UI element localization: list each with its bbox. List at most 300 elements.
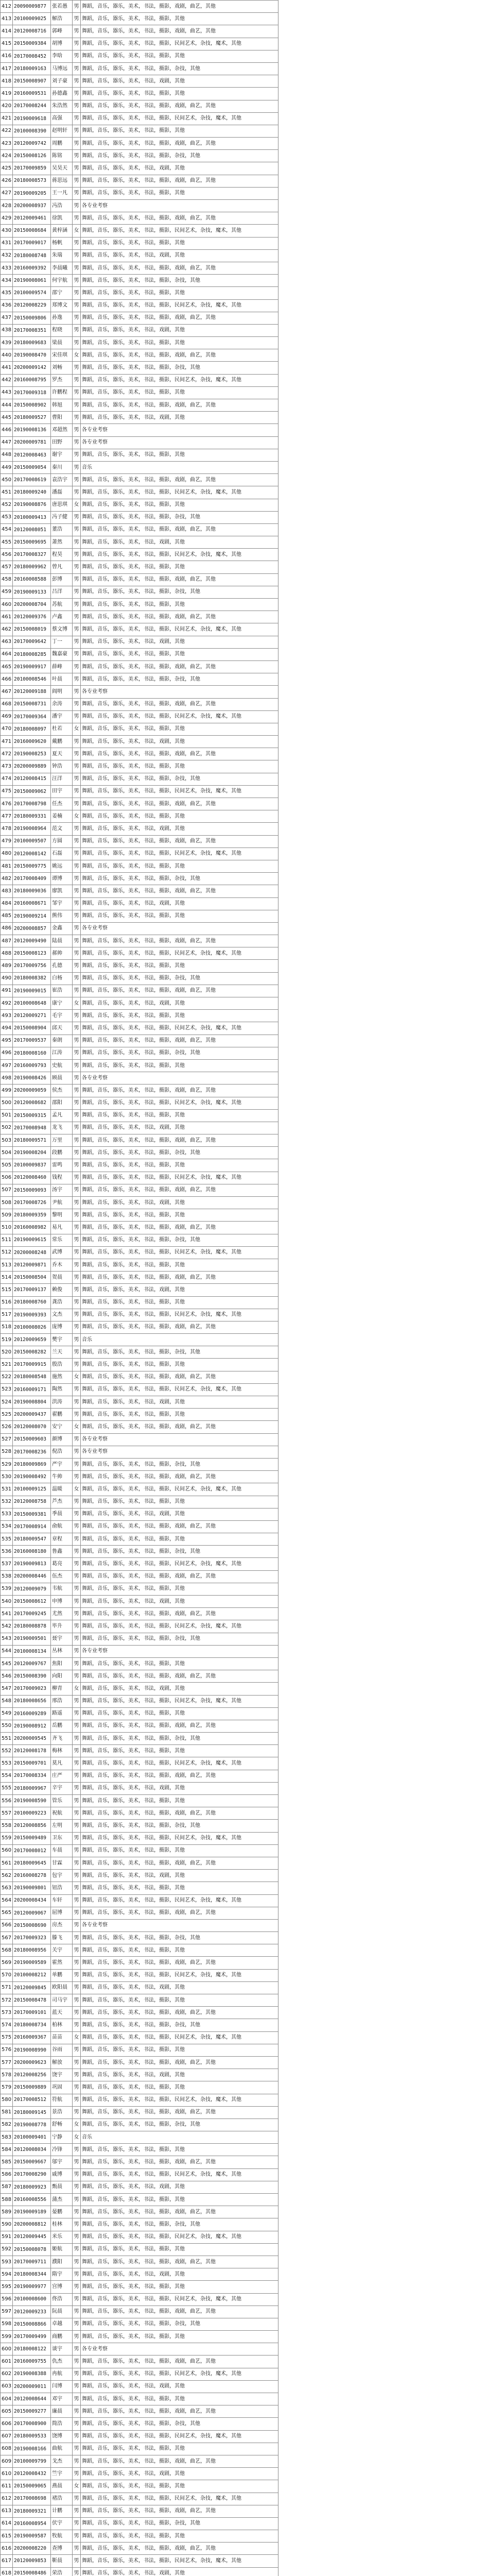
row-number: 472 [1,748,13,760]
table-row [1,810,278,823]
table-row [1,2331,278,2343]
gender: 男 [73,1770,81,1782]
student-id: 20170008726 [13,1197,51,1209]
table-row [1,935,278,947]
row-number: 560 [1,1844,13,1857]
student-name: 田宇 [51,785,73,798]
student-id: 20170008012 [13,1844,51,1857]
table-row [1,1894,278,1907]
talent-items: 舞蹈，音乐，器乐，美术，书法，摄影，民间艺术，杂技，魔术，其他 [81,1022,278,1035]
table-row [1,112,278,125]
student-name: 黎明 [51,1209,73,1222]
student-name: 燕晨 [51,2480,73,2493]
table-row [1,2493,278,2505]
student-name: 莫凡 [51,1757,73,1770]
student-id: 20190008470 [13,349,51,362]
student-id: 20180009240 [13,486,51,499]
student-id: 20180009527 [13,412,51,424]
row-number: 575 [1,2031,13,2044]
row-number: 455 [1,536,13,549]
student-name: 颜博 [51,1433,73,1446]
student-name: 史航 [51,1059,73,1072]
student-id: 20120009490 [13,935,51,947]
talent-items: 舞蹈，音乐，器乐，美术，书法，摄影，其他 [81,1409,278,1421]
talent-items: 舞蹈，音乐，器乐，美术，书法，摄影，戏剧，曲艺，其他 [81,1471,278,1483]
student-name: 魏嘉豪 [51,648,73,660]
gender: 男 [73,1994,81,2007]
row-number: 600 [1,2343,13,2355]
student-name: 刘子豪 [51,75,73,88]
student-id: 20180009036 [13,885,51,897]
student-id: 20200008937 [13,200,51,212]
student-id: 20100009223 [13,1807,51,1820]
table-row [1,1994,278,2007]
table-row [1,1620,278,1633]
row-number: 414 [1,25,13,38]
student-id: 20170009364 [13,710,51,723]
talent-items: 舞蹈，音乐，器乐，美术，书法，摄影，民间艺术，杂技，魔术，其他 [81,2231,278,2243]
table-row [1,2517,278,2530]
talent-items: 舞蹈，音乐，器乐，美术，书法，摄影，戏剧，曲艺，其他 [81,1570,278,1583]
talent-items: 舞蹈，音乐，器乐，美术，书法，摄影，民间艺术，杂技，魔术，其他 [81,623,278,636]
gender: 男 [73,573,81,586]
gender: 男 [73,922,81,935]
student-name: 廉晨 [51,2405,73,2418]
student-name: 阮晨 [51,2306,73,2318]
student-name: 任杰 [51,798,73,810]
student-name: 方圆 [51,835,73,848]
gender: 男 [73,1109,81,1122]
table-row [1,1633,278,1645]
table-row [1,1159,278,1172]
table-row [1,1583,278,1595]
gender: 男 [73,2380,81,2393]
talent-items: 舞蹈，音乐，器乐，美术，书法，摄影，戏剧，曲艺，其他 [81,1421,278,1433]
talent-items: 各专业考察 [81,1919,278,1931]
student-id: 20190008492 [13,1471,51,1483]
student-id: 20150009695 [13,536,51,549]
talent-items: 舞蹈，音乐，器乐，美术，书法，摄影，杂技，其他 [81,1932,278,1944]
row-number: 590 [1,2218,13,2231]
gender: 男 [73,1458,81,1470]
student-name: 竺宇 [51,2468,73,2480]
student-name: 许鹏程 [51,386,73,399]
gender: 男 [73,2493,81,2505]
talent-items: 舞蹈，音乐，器乐，美术，书法，摄影，其他 [81,2393,278,2405]
row-number: 517 [1,1309,13,1321]
gender: 男 [73,2368,81,2380]
student-name: 饶博 [51,2430,73,2443]
student-name: 程昊 [51,549,73,561]
table-row [1,997,278,1010]
table-row [1,2156,278,2168]
row-number: 526 [1,1421,13,1433]
talent-items: 舞蹈，音乐，器乐，美术，书法，摄影，民间艺术，杂技，魔术，其他 [81,1620,278,1633]
gender: 男 [73,1533,81,1546]
gender: 男 [73,1932,81,1944]
talent-items: 舞蹈，音乐，器乐，美术，书法，摄影，民间艺术，杂技，魔术，其他 [81,1309,278,1321]
student-id: 20180008878 [13,1620,51,1633]
gender: 男 [73,1359,81,1371]
table-row [1,1558,278,1570]
gender: 男 [73,1209,81,1222]
talent-items: 舞蹈，音乐，器乐，美术，书法，摄影，戏剧，曲艺，其他 [81,1134,278,1147]
student-name: 孟凡 [51,1109,73,1122]
talent-items: 舞蹈，音乐，器乐，美术，书法，摄影，戏剧，曲艺，其他 [81,798,278,810]
gender: 男 [73,947,81,960]
gender: 男 [73,2331,81,2343]
row-number: 602 [1,2368,13,2380]
student-id: 20160008180 [13,1546,51,1558]
row-number: 488 [1,947,13,960]
student-id: 20200009142 [13,362,51,374]
gender: 男 [73,1197,81,1209]
talent-items: 舞蹈，音乐，器乐，美术，书法，戏剧，其他 [81,1197,278,1209]
row-number: 611 [1,2480,13,2493]
row-number: 586 [1,2168,13,2181]
gender: 男 [73,710,81,723]
row-number: 461 [1,611,13,623]
student-name: 董浩 [51,523,73,536]
table-row [1,138,278,150]
student-name: 伍杰 [51,1570,73,1583]
table-row [1,1097,278,1109]
student-id: 20200009781 [13,436,51,449]
row-number: 416 [1,50,13,62]
student-id: 20190008426 [13,1072,51,1084]
gender: 男 [73,2468,81,2480]
talent-items: 音乐 [81,461,278,473]
row-number: 541 [1,1608,13,1620]
row-number: 462 [1,623,13,636]
student-id: 20160009289 [13,1707,51,1720]
student-id: 20170009017 [13,237,51,249]
talent-items: 舞蹈，音乐，器乐，美术，书法，摄影，戏剧，曲艺，其他 [81,312,278,324]
gender: 女 [73,1421,81,1433]
student-name: 岳鹏 [51,1720,73,1732]
row-number: 425 [1,162,13,175]
student-name: 柏林 [51,2019,73,2031]
talent-items: 舞蹈，音乐，器乐，美术，书法，摄影，戏剧，曲艺，其他 [81,2156,278,2168]
student-id: 20150009775 [13,860,51,872]
talent-items: 舞蹈，音乐，器乐，美术，书法，摄影，戏剧，曲艺，其他 [81,885,278,897]
row-number: 528 [1,1446,13,1458]
student-id: 20180009359 [13,1209,51,1222]
gender: 男 [73,2281,81,2293]
table-row [1,2393,278,2405]
student-name: 邓超然 [51,424,73,436]
student-id: 20190009015 [13,985,51,997]
student-id: 20150009667 [13,2156,51,2168]
student-name: 朱瑞 [51,249,73,262]
student-id: 20190009393 [13,1309,51,1321]
talent-items: 舞蹈，音乐，器乐，美术，书法，摄影，杂技，其他 [81,1458,278,1470]
student-id: 20150009093 [13,1184,51,1196]
gender: 男 [73,848,81,860]
table-row [1,2019,278,2031]
table-row [1,1072,278,1084]
gender: 男 [73,686,81,698]
table-row [1,1359,278,1371]
row-number: 583 [1,2131,13,2144]
student-id: 20180008760 [13,1296,51,1309]
student-name: 张若愚 [51,1,73,13]
student-id: 20190008166 [13,2443,51,2455]
row-number: 537 [1,1558,13,1570]
row-number: 459 [1,586,13,598]
student-name: 汤宇 [51,1184,73,1196]
talent-items: 舞蹈，音乐，器乐，美术，书法，摄影，戏剧，曲艺，其他 [81,1084,278,1097]
student-name: 丁一 [51,636,73,648]
student-name: 曹阳 [51,412,73,424]
row-number: 614 [1,2517,13,2530]
student-name: 白杨 [51,972,73,985]
student-name: 桂林 [51,2218,73,2231]
row-number: 605 [1,2405,13,2418]
student-name: 兰天 [51,1346,73,1359]
table-row [1,2081,278,2094]
student-name: 牛帅 [51,1471,73,1483]
gender: 男 [73,1383,81,1396]
student-id: 20120008856 [13,1820,51,1832]
talent-items: 舞蹈，音乐，器乐，美术，书法，摄影，戏剧，曲艺，其他 [81,138,278,150]
gender: 男 [73,162,81,175]
student-name: 管乐 [51,1795,73,1807]
row-number: 551 [1,1733,13,1745]
row-number: 466 [1,673,13,686]
student-id: 20190008964 [13,823,51,835]
talent-items: 舞蹈，音乐，器乐，美术，书法，摄影，其他 [81,1296,278,1309]
row-number: 549 [1,1707,13,1720]
row-number: 587 [1,2181,13,2193]
gender: 男 [73,1546,81,1558]
row-number: 418 [1,75,13,88]
row-number: 581 [1,2106,13,2119]
student-id: 20160009755 [13,2355,51,2368]
student-name: 车轩 [51,1894,73,1907]
table-row [1,1496,278,1508]
gender: 男 [73,2156,81,2168]
student-id: 20120008178 [13,1745,51,1757]
student-id: 20100008390 [13,125,51,137]
talent-items: 舞蹈，音乐，器乐，美术，书法，摄影，戏剧，曲艺，其他 [81,349,278,362]
student-id: 20170009245 [13,1608,51,1620]
row-number: 576 [1,2044,13,2056]
row-number: 444 [1,399,13,412]
table-row [1,773,278,785]
table-row [1,835,278,848]
gender: 男 [73,561,81,573]
table-row [1,262,278,274]
talent-items: 舞蹈，音乐，器乐，美术，书法，戏剧，其他 [81,997,278,1010]
gender: 男 [73,2418,81,2430]
talent-items: 舞蹈，音乐，器乐，美术，书法，摄影，其他 [81,960,278,972]
student-name: 祝航 [51,1807,73,1820]
table-row [1,1209,278,1222]
talent-items: 舞蹈，音乐，器乐，美术，书法，摄影，其他 [81,1359,278,1371]
talent-items: 舞蹈，音乐，器乐，美术，书法，摄影，杂技，其他 [81,673,278,686]
row-number: 582 [1,2119,13,2131]
row-number: 489 [1,960,13,972]
student-name: 熊伟 [51,910,73,922]
gender: 男 [73,1334,81,1346]
row-number: 437 [1,312,13,324]
table-row [1,38,278,50]
student-id: 20190009615 [13,1234,51,1246]
talent-items: 舞蹈，音乐，器乐，美术，书法，摄影，民间艺术，杂技，魔术，其他 [81,2293,278,2306]
student-name: 邱天 [51,1022,73,1035]
student-name: 侯杰 [51,1084,73,1097]
gender: 男 [73,636,81,648]
row-number: 547 [1,1683,13,1695]
student-name: 徐凯 [51,212,73,225]
table-row [1,1035,278,1047]
table-row [1,1645,278,1657]
table-row [1,1707,278,1720]
talent-items: 舞蹈，音乐，器乐，美术，书法，摄影，杂技，其他 [81,873,278,885]
talent-items: 舞蹈，音乐，器乐，美术，书法，摄影，其他 [81,2281,278,2293]
talent-items: 舞蹈，音乐，器乐，美术，书法，戏剧，其他 [81,636,278,648]
student-id: 20180009331 [13,810,51,823]
row-number: 599 [1,2331,13,2343]
gender: 男 [73,1620,81,1633]
row-number: 464 [1,648,13,660]
table-row [1,125,278,137]
talent-items: 舞蹈，音乐，器乐，美术，书法，摄影，民间艺术，杂技，魔术，其他 [81,225,278,237]
table-row [1,785,278,798]
student-id: 20180009962 [13,561,51,573]
student-id: 20100009574 [13,287,51,299]
student-id: 20120008229 [13,299,51,312]
gender: 男 [73,449,81,461]
gender: 男 [73,2218,81,2231]
talent-items: 舞蹈，音乐，器乐，美术，书法，摄影，戏剧，曲艺，其他 [81,2505,278,2517]
student-id: 20120008644 [13,2393,51,2405]
table-row [1,2194,278,2206]
gender: 女 [73,723,81,735]
talent-items: 舞蹈，音乐，器乐，美术，书法，摄影，戏剧，曲艺，其他 [81,1,278,13]
table-row [1,474,278,486]
row-number: 538 [1,1570,13,1583]
table-row [1,611,278,623]
student-id: 20100009837 [13,1159,51,1172]
student-id: 20180009163 [13,62,51,75]
table-row [1,2405,278,2418]
table-row [1,1520,278,1533]
table-row [1,1670,278,1683]
talent-items: 各专业考察 [81,1433,278,1446]
student-id: 20170008334 [13,1770,51,1782]
gender: 男 [73,798,81,810]
student-name: 宫博 [51,2281,73,2293]
talent-items: 舞蹈，音乐，器乐，美术，书法，摄影，杂技，其他 [81,1234,278,1246]
student-name: 欧阳晨 [51,1981,73,1994]
row-number: 433 [1,262,13,274]
table-row [1,561,278,573]
student-name: 蒋思远 [51,175,73,187]
table-row [1,13,278,25]
student-id: 20190008990 [13,2044,51,2056]
student-name: 查博 [51,2543,73,2555]
gender: 男 [73,1870,81,1882]
table-row [1,1969,278,1981]
student-id: 20150008612 [13,1596,51,1608]
row-number: 426 [1,175,13,187]
table-row [1,1882,278,1894]
table-row [1,736,278,748]
talent-items: 舞蹈，音乐，器乐，美术，书法，摄影，其他 [81,1159,278,1172]
row-number: 518 [1,1321,13,1333]
gender: 男 [73,287,81,299]
talent-items: 舞蹈，音乐，器乐，美术，书法，摄影，其他 [81,13,278,25]
gender: 男 [73,474,81,486]
student-id: 20150008504 [13,1272,51,1284]
gender: 男 [73,2044,81,2056]
student-name: 廖凯 [51,885,73,897]
table-row [1,2530,278,2543]
talent-items: 舞蹈，音乐，器乐，美术，书法，摄影，杂技，其他 [81,2418,278,2430]
gender: 男 [73,1234,81,1246]
student-id: 20120008415 [13,773,51,785]
student-name: 钮浩 [51,1882,73,1894]
student-id: 20180009869 [13,1458,51,1470]
gender: 男 [73,374,81,386]
table-row [1,2094,278,2106]
gender: 男 [73,549,81,561]
student-id: 20120009871 [13,1259,51,1271]
table-row [1,2455,278,2467]
talent-items: 舞蹈，音乐，器乐，美术，书法，摄影，其他 [81,386,278,399]
student-name: 李晗 [51,50,73,62]
student-id: 20180008097 [13,723,51,735]
gender: 女 [73,349,81,362]
row-number: 571 [1,1981,13,1994]
student-id: 20150008078 [13,2243,51,2256]
talent-items: 舞蹈，音乐，器乐，美术，书法，摄影，其他 [81,723,278,735]
gender: 男 [73,1122,81,1134]
talent-items: 舞蹈，音乐，器乐，美术，书法，摄影，民间艺术，杂技，魔术，其他 [81,1832,278,1844]
student-name: 蔡文博 [51,623,73,636]
table-row [1,1383,278,1396]
table-row [1,1321,278,1333]
talent-items: 舞蹈，音乐，器乐，美术，书法，摄影，杂技，其他 [81,1147,278,1159]
row-number: 474 [1,773,13,785]
table-row [1,1272,278,1284]
student-id: 20160009620 [13,736,51,748]
table-row [1,2268,278,2281]
student-id: 20200009011 [13,2380,51,2393]
talent-items: 舞蹈，音乐，器乐，美术，书法，摄影，戏剧，曲艺，其他 [81,2405,278,2418]
table-row [1,1832,278,1844]
gender: 男 [73,237,81,249]
student-name: 郑博文 [51,299,73,312]
row-number: 500 [1,1097,13,1109]
gender: 男 [73,2094,81,2106]
gender: 男 [73,1296,81,1309]
gender: 男 [73,660,81,673]
table-row [1,2119,278,2131]
student-id: 20170009711 [13,2256,51,2268]
talent-items: 舞蹈，音乐，器乐，美术，书法，摄影，戏剧，曲艺，其他 [81,985,278,997]
talent-items: 舞蹈，音乐，器乐，美术，书法，摄影，其他 [81,499,278,511]
gender: 男 [73,860,81,872]
gender: 男 [73,2081,81,2094]
student-name: 解浩 [51,13,73,25]
row-number: 612 [1,2493,13,2505]
student-name: 解放 [51,2056,73,2069]
student-name: 冉航 [51,2368,73,2380]
row-number: 553 [1,1757,13,1770]
